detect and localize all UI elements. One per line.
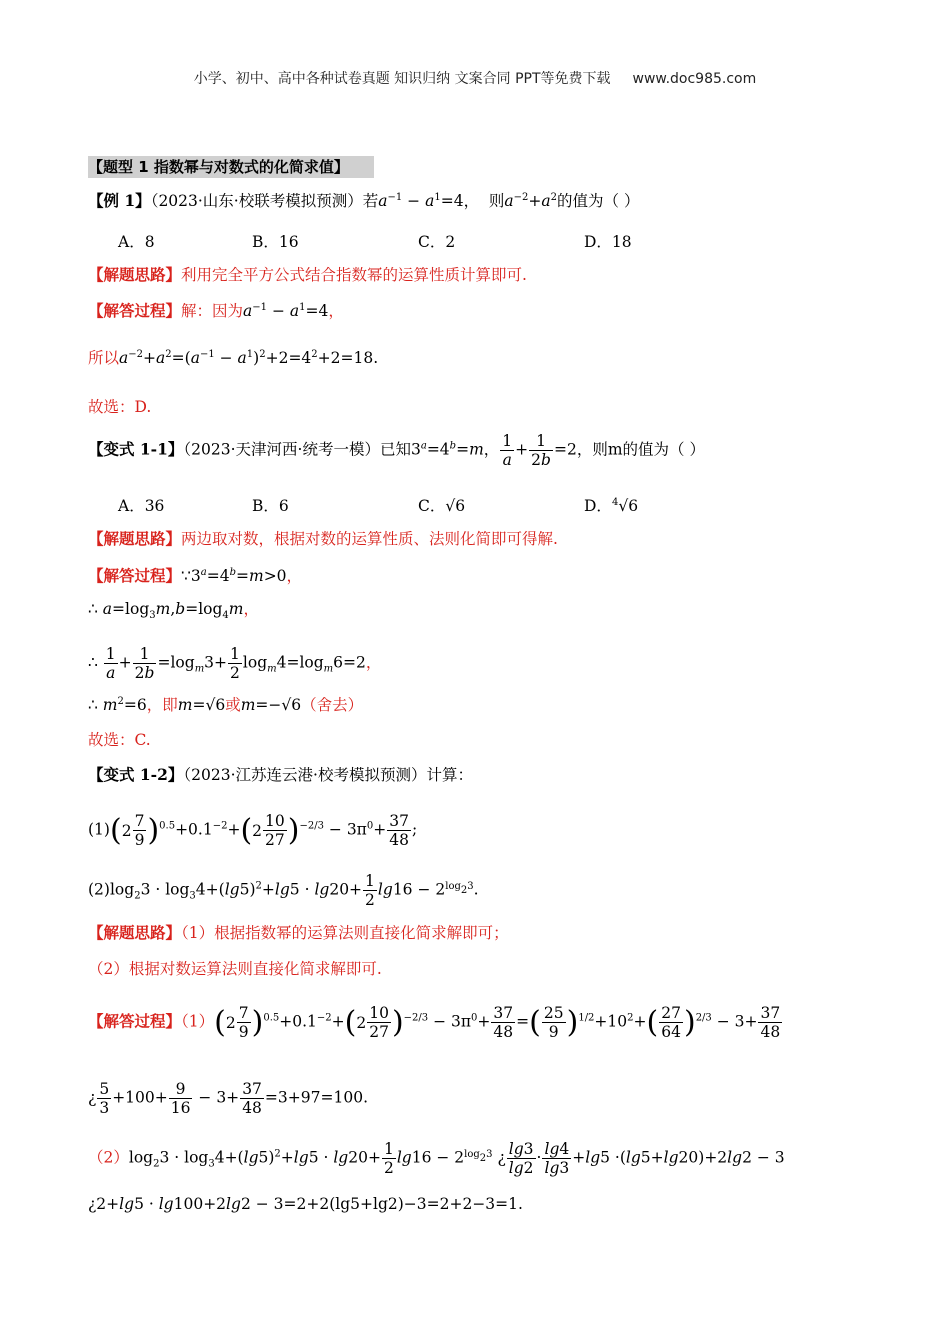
ex1-proc-tag: 【解答过程】 xyxy=(88,301,182,320)
var11-tag: 【变式 1-1】 xyxy=(88,439,184,459)
var12-idea-1 xyxy=(88,922,509,944)
var12-idea-2: （2）根据对数运算法则直接化简求解即可. xyxy=(88,960,382,978)
var11-tail: ，则m的值为（ ） xyxy=(576,440,705,459)
ex1-option-a[interactable]: A．8 xyxy=(118,233,155,251)
var12-idea-tag: 【解题思路】 xyxy=(88,923,182,942)
var11-idea-text: 两边取对数，根据对数的运算性质、法则化简即可得解. xyxy=(181,530,558,548)
var12-proc-2: $(2)\log_23 \cdot \log_34+(\lg 5)^2+\lg 5 \cdot \lg 20+$ $\frac{1}{2}$ $\lg 16 - 2^{log_23}$ ¿ $\frac{\lg 3}{\lg 2}$ · $\frac{\lg 4}{\lg 3}$ +lg5 ·(lg5+lg20)+2lg2 − 3 xyxy=(88,1140,785,1177)
var12-proc-1b: ¿ $\frac{5}{3}$ +100+ $\frac{9}{16}$ − 3+ $\frac{37}{48}$ =3+97=100. xyxy=(88,1080,368,1117)
ex1-so: 所以$a^{-2}+a^2=(a^{-1} - a^1)^2+2=4^2+2=18$. xyxy=(88,349,379,367)
ex1-idea-text: 利用完全平方公式结合指数幂的运算性质计算即可. xyxy=(181,266,527,284)
header-text: 小学、初中、高中各种试卷真题 知识归纳 文案合同 PPT等免费下载 xyxy=(193,71,611,87)
var11-proc-2: ∴ $a=\log_3m,b=\log_4m$， xyxy=(88,600,259,621)
var11-option-d[interactable]: D．$^4$√6 xyxy=(584,497,639,515)
ex1-answer: 故选：D. xyxy=(88,398,152,416)
section-title: 【题型 1 指数幂与对数式的化简求值】 xyxy=(88,156,374,178)
var11-option-c[interactable]: C．√6 xyxy=(418,497,466,515)
ex1-proc-lead: 解：因为 xyxy=(181,302,244,320)
var11-proc-3: ∴ $\frac{1}{a}$ + $\frac{1}{2b}$ $=\log_m3+$ $\frac{1}{2}$ $\log_m4=\log_m6=2$， xyxy=(88,645,382,682)
var11-answer: 故选：C. xyxy=(88,731,151,749)
page-header xyxy=(0,68,950,88)
var12-tag: 【变式 1-2】 xyxy=(88,765,184,784)
var12-proc-tag: 【解答过程】 xyxy=(88,1011,182,1031)
var12-proc-2b: ¿2+lg5 · lg100+2lg2 − 3=2+2(lg5+lg2)−3=2+2−3=1. xyxy=(88,1195,523,1213)
var12-part2: $(2)\log_23 \cdot \log_34+(\lg 5)^2+\lg 5 \cdot \lg 20+$ $\frac{1}{2}$ $\lg 16 - 2^{log_23}$. xyxy=(88,872,479,909)
ex1-idea-tag: 【解题思路】 xyxy=(88,265,182,284)
var11-option-b[interactable]: B．6 xyxy=(252,497,289,515)
ex1-question: 【例 1】（2023·山东·校联考模拟预测）若$a^{-1} - a^1=4$， 则$a^{-2}+a^2$的值为（ ） xyxy=(88,191,640,210)
ex1-tail: 的值为（ ） xyxy=(557,192,640,210)
var11-proc-tag: 【解答过程】 xyxy=(88,566,182,585)
ex1-tag: 【例 1】 xyxy=(88,191,151,210)
ex1-so-lead: 所以 xyxy=(88,349,120,367)
ex1-idea xyxy=(88,264,527,286)
var12-source: （2023·江苏连云港·校考模拟预测）计算： xyxy=(183,766,473,784)
var11-idea-tag: 【解题思路】 xyxy=(88,529,182,548)
var11-proc-1: 【解答过程】$\because 3^a=4^b=m>0$， xyxy=(88,566,303,585)
header-url[interactable]: www.doc985.com xyxy=(632,71,757,87)
var11-source: （2023·天津河西·统考一模）已知 xyxy=(183,440,411,459)
ex1-process: 【解答过程】解：因为$a^{-1} - a^1=4$， xyxy=(88,301,344,320)
var12-proc-1: 【解答过程】（1） ( 2 7 9 ) $^{0.5}+0.1^{-2}+$ ( 2 10 27 ) $^{-2/3} - 3\pi^0+$ $\frac{37}{48}$ = ( 25 9 ) $^{1/2}+10^2+$ ( 27 64 ) $^{2/3}$ − 3+ $\frac{37}{48}$ xyxy=(88,1004,781,1041)
ex1-option-c[interactable]: C．2 xyxy=(418,233,456,251)
var12-question xyxy=(88,764,473,786)
var11-question: 【变式 1-1】（2023·天津河西·统考一模）已知$3^a=4^b=m$， $\frac{1}{a}$ + $\frac{1}{2b}$ =2，则m的值为（ ） xyxy=(88,432,705,469)
var11-idea xyxy=(88,528,558,550)
var12-part1: (1) ( 2 7 9 ) $^{0.5}+0.1^{-2}+$ ( 2 10 27 ) $^{-2/3} - 3\pi^0+$ $\frac{37}{48}$ ; xyxy=(88,812,418,849)
var11-option-a[interactable]: A．36 xyxy=(118,497,165,515)
var11-proc-4: ∴ $m^2=6$，即m=√6或m=−√6（舍去） xyxy=(88,696,364,714)
ex1-option-d[interactable]: D．18 xyxy=(584,233,632,251)
ex1-option-b[interactable]: B．16 xyxy=(252,233,299,251)
var12-idea1-text: （1）根据指数幂的运算法则直接化简求解即可； xyxy=(181,924,509,942)
ex1-source: （2023·山东·校联考模拟预测）若 xyxy=(150,192,379,210)
